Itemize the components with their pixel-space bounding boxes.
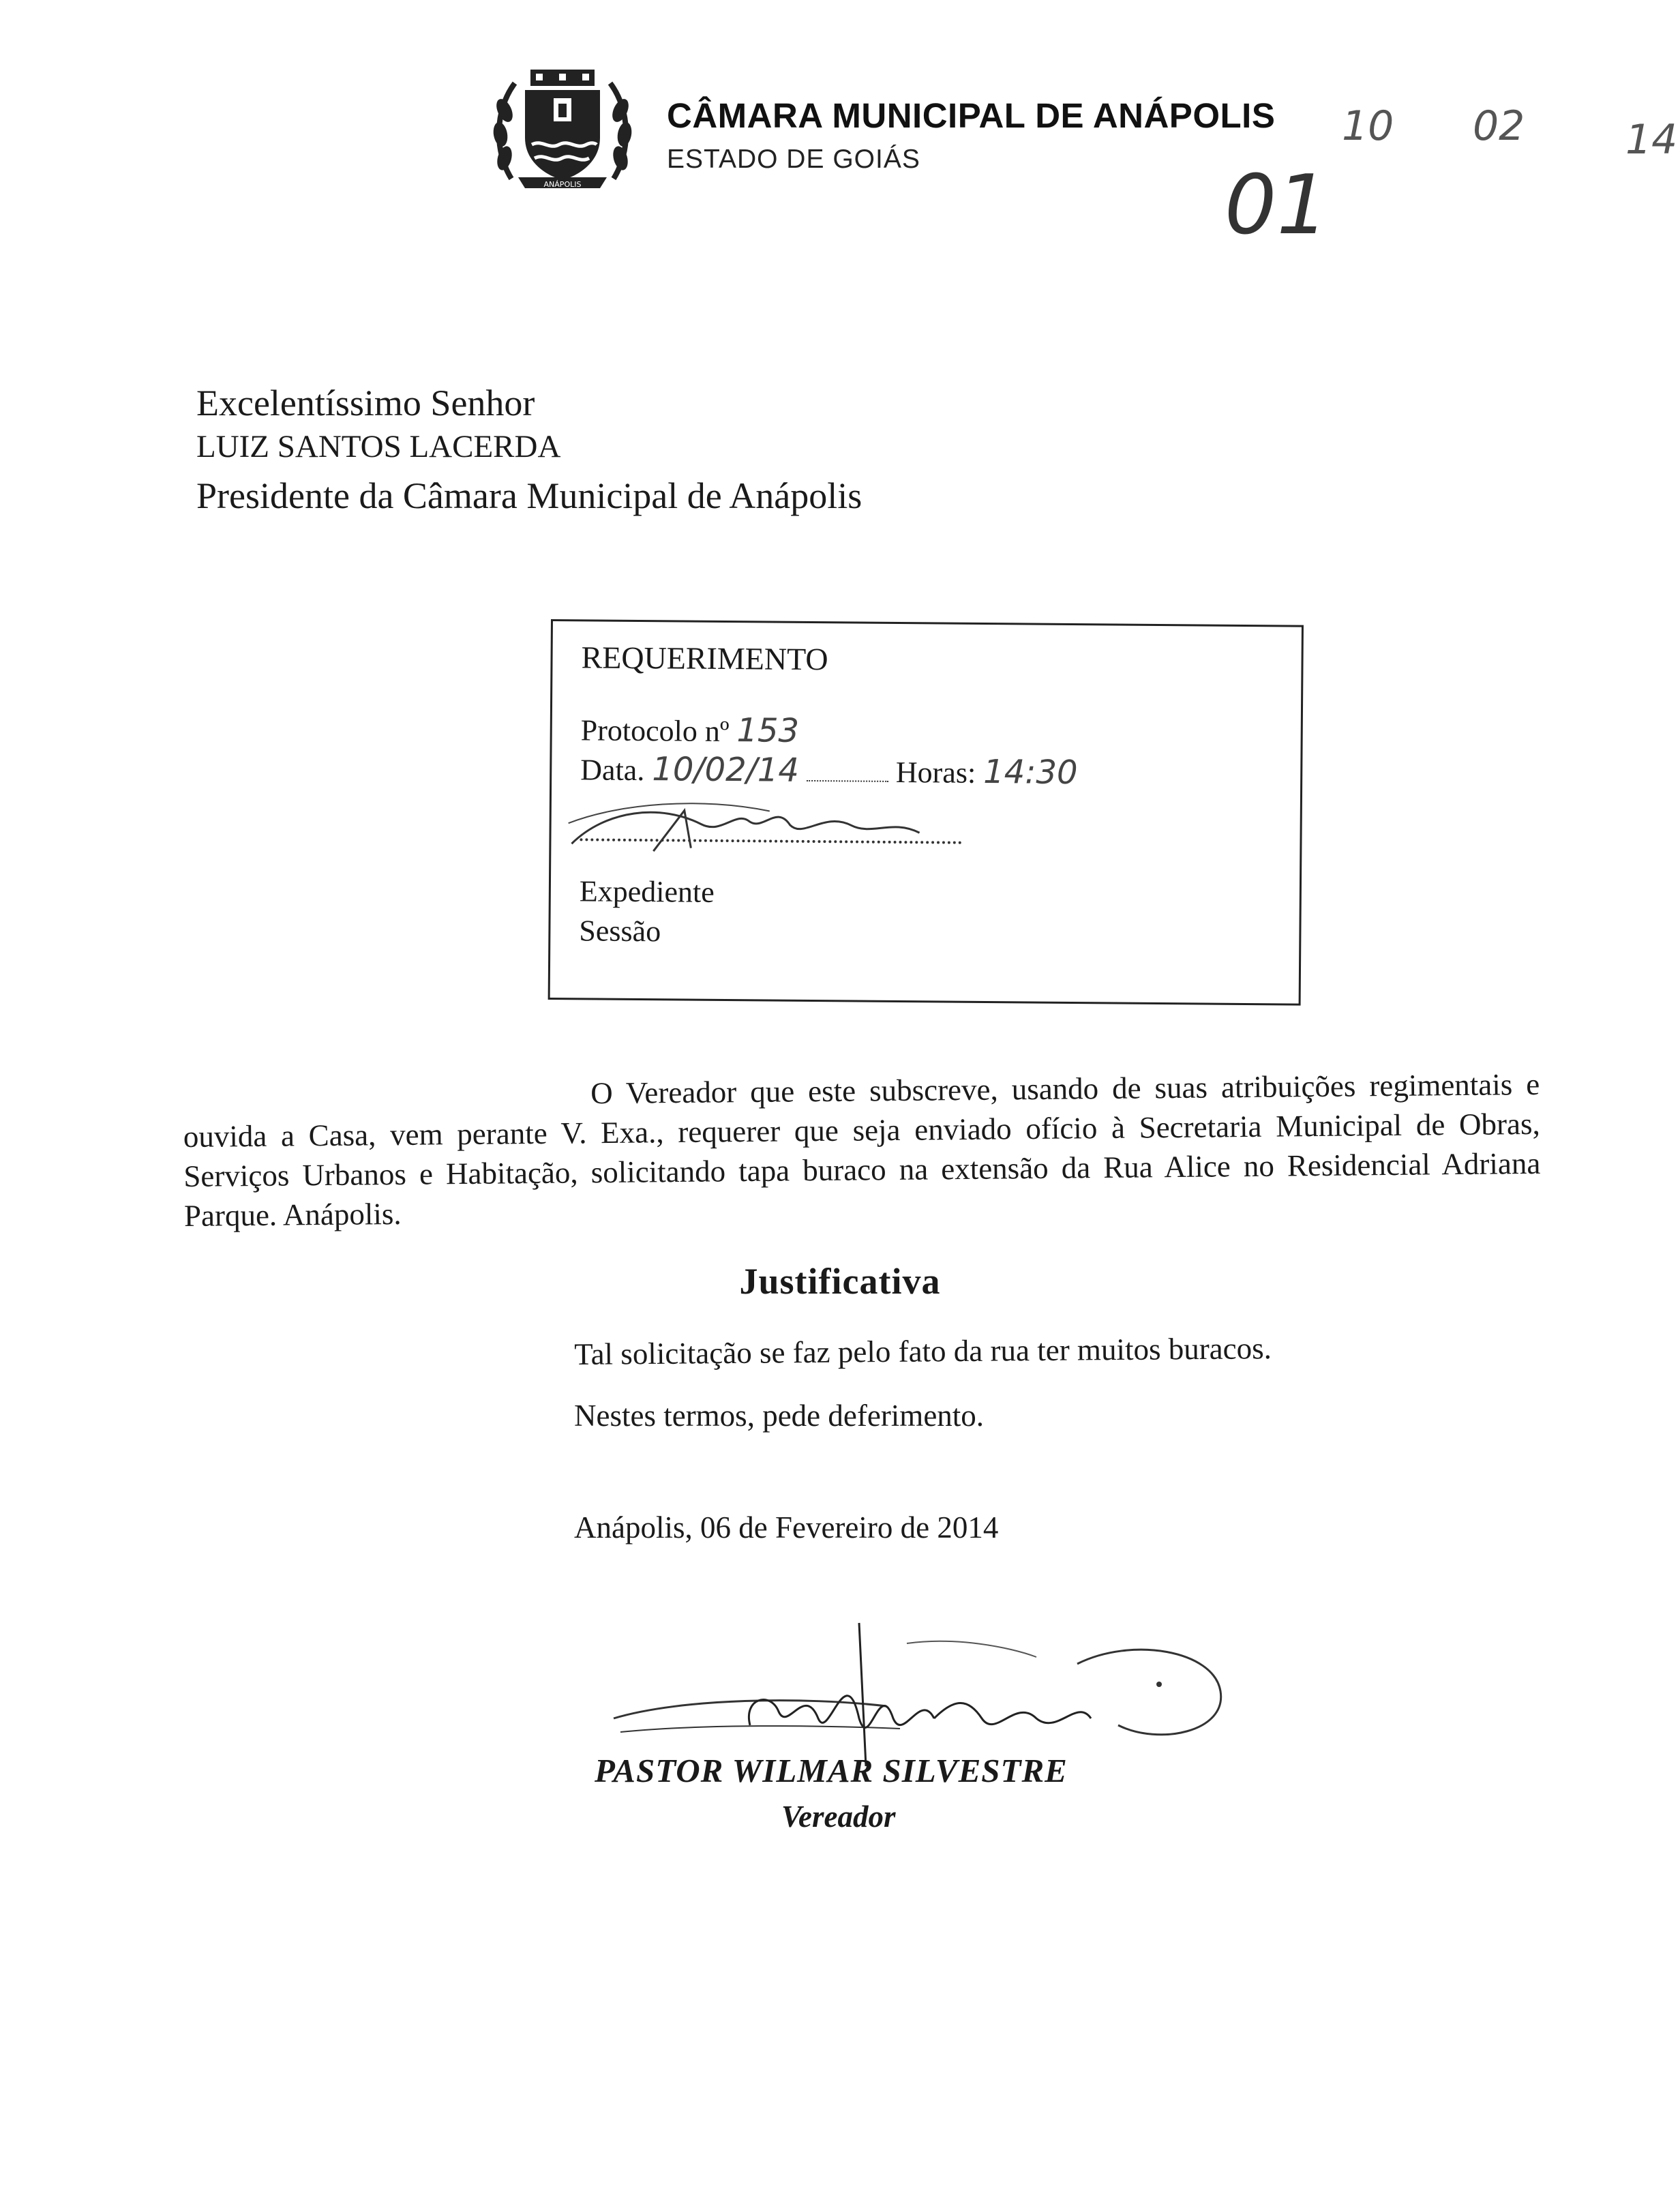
crest-label: ANÁPOLIS [543,180,582,189]
sessao-label: Sessão [579,914,661,949]
stamp-year: 14 [1625,116,1678,164]
page-number-mark: 01 [1225,158,1329,253]
signer-name: PASTOR WILMAR SILVESTRE [595,1752,1068,1789]
place-and-date: Anápolis, 06 de Fevereiro de 2014 [574,1510,999,1545]
salutation: Excelentíssimo Senhor [196,383,535,423]
signer-role: Vereador [781,1800,896,1834]
hours-value: 14:30 [982,752,1078,792]
municipal-crest-icon [491,63,634,199]
hours-label: Horas: [895,755,976,790]
protocol-stamp-box [548,619,1304,1006]
recipient-name: LUIZ SANTOS LACERDA [196,429,561,464]
organization-state: ESTADO DE GOIÁS [667,145,920,174]
stamp-day: 10 [1342,102,1394,150]
justification-text: Tal solicitação se faz pelo fato da rua ter muitos buracos. [574,1331,1272,1371]
closing-text: Nestes termos, pede deferimento. [574,1399,985,1433]
stamp-month: 02 [1473,102,1525,150]
box-title: REQUERIMENTO [581,640,828,677]
date-value: 10/02/14 [652,750,800,790]
initials-signature-icon [565,782,947,860]
date-label: Data. [580,753,645,788]
protocol-number: 153 [736,711,800,750]
recipient-title: Presidente da Câmara Municipal de Anápolis [196,475,862,516]
request-paragraph: O Vereador que este subscreve, usando de suas atribuições regimentais e ouvida a Casa, vem perante V. Exa., requerer que seja enviado ofício à Secretaria Municipal de Obras, Serviços Urbanos e Habitação, solicitando tapa buraco na extensão da Rua Alice no Residencial Adriana Parque. Anápolis. [183,1066,1541,1233]
protocol-label: Protocolo nº [580,713,730,749]
expediente-label: Expediente [579,874,715,909]
protocol-line [581,710,800,750]
justification-heading: Justificativa [739,1261,941,1302]
organization-name: CÂMARA MUNICIPAL DE ANÁPOLIS [667,96,1276,135]
